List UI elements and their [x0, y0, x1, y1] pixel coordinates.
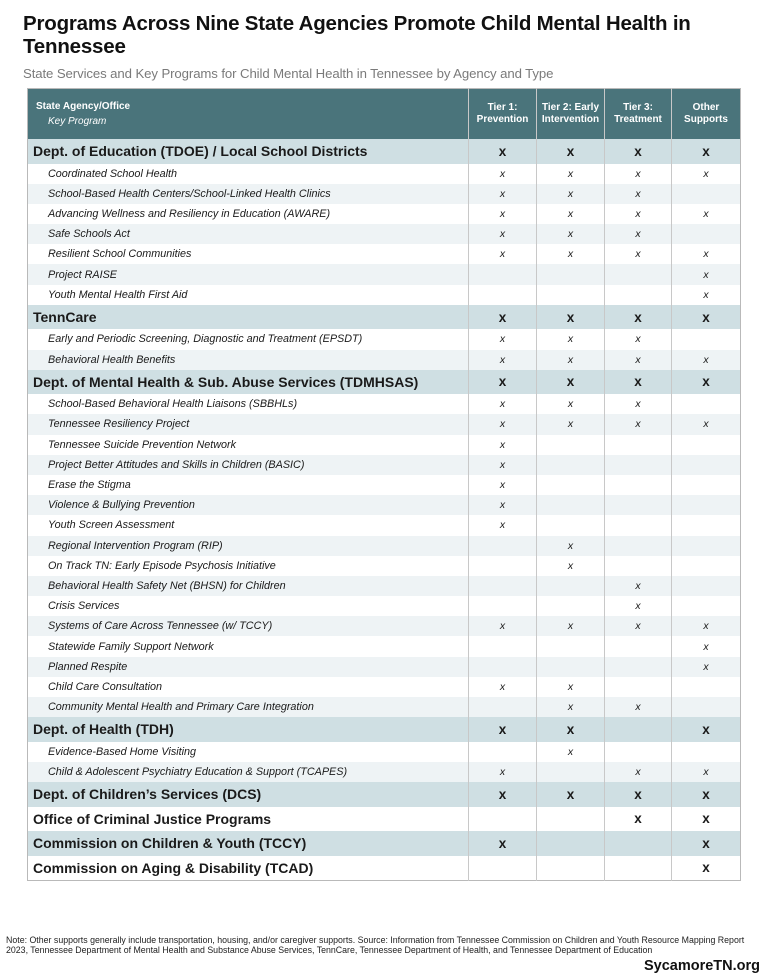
program-row — [28, 264, 741, 284]
tier2-cell: x — [537, 139, 605, 164]
tier2-cell: x — [537, 616, 605, 636]
program-name: Planned Respite — [28, 657, 469, 677]
agency-row — [28, 717, 741, 742]
program-name: Statewide Family Support Network — [48, 640, 214, 653]
other-supports-cell — [672, 455, 741, 475]
tier2-cell: x — [537, 394, 605, 414]
program-row — [28, 455, 741, 475]
tier3-cell: x — [605, 807, 672, 832]
tier3-cell: x — [605, 224, 672, 244]
other-supports-cell — [672, 475, 741, 495]
other-supports-cell — [672, 677, 741, 697]
program-name: Youth Mental Health First Aid — [48, 288, 188, 301]
tier1-cell — [469, 264, 537, 284]
tier1-cell — [469, 856, 537, 881]
program-name: On Track TN: Early Episode Psychosis Initiative — [48, 559, 276, 572]
other-supports-cell — [672, 394, 741, 414]
tier3-cell: x — [605, 139, 672, 164]
tier2-cell — [537, 495, 605, 515]
tier3-cell — [605, 455, 672, 475]
other-supports-cell: x — [672, 807, 741, 832]
tier2-cell — [537, 515, 605, 535]
program-row — [28, 184, 741, 204]
tier2-cell: x — [537, 244, 605, 264]
other-supports-cell — [672, 515, 741, 535]
tier1-cell — [469, 697, 537, 717]
tier3-cell — [605, 556, 672, 576]
agency-row — [28, 856, 741, 881]
program-row — [28, 742, 741, 762]
tier1-cell: x — [469, 495, 537, 515]
tier2-cell: x — [537, 370, 605, 395]
tier1-cell: x — [469, 164, 537, 184]
program-row — [28, 204, 741, 224]
other-supports-cell: x — [672, 717, 741, 742]
tier1-cell: x — [469, 224, 537, 244]
other-supports-cell — [672, 742, 741, 762]
program-row — [28, 224, 741, 244]
tier2-cell — [537, 831, 605, 856]
other-supports-cell — [672, 596, 741, 616]
program-name: Child & Adolescent Psychiatry Education & Support (TCAPES) — [28, 762, 469, 782]
tier1-cell — [469, 576, 537, 596]
agency-row — [28, 782, 741, 807]
tier1-cell: x — [469, 782, 537, 807]
other-supports-cell: x — [672, 204, 741, 224]
tier2-cell: x — [537, 414, 605, 434]
tier1-cell: x — [469, 394, 537, 414]
tier1-cell — [469, 536, 537, 556]
program-row — [28, 329, 741, 349]
program-name: Tennessee Suicide Prevention Network — [48, 438, 237, 451]
program-name: Crisis Services — [48, 600, 120, 613]
tier2-cell: x — [537, 204, 605, 224]
program-name: Resilient School Communities — [48, 248, 192, 261]
tier3-cell: x — [605, 596, 672, 616]
tier2-cell — [537, 856, 605, 881]
program-name: Coordinated School Health — [48, 167, 178, 180]
program-name: Advancing Wellness and Resiliency in Education (AWARE) — [48, 207, 331, 220]
other-supports-cell — [672, 224, 741, 244]
program-name: School-Based Behavioral Health Liaisons (SBBHLs) — [48, 398, 298, 411]
header-agency-program — [28, 89, 469, 140]
program-name: Early and Periodic Screening, Diagnostic and Treatment (EPSDT) — [48, 333, 363, 346]
tier2-cell — [537, 762, 605, 782]
other-supports-cell: x — [672, 350, 741, 370]
tier3-cell: x — [605, 762, 672, 782]
tier3-cell — [605, 677, 672, 697]
tier2-cell — [537, 475, 605, 495]
program-name: Community Mental Health and Primary Care Integration — [28, 697, 469, 717]
tier3-cell — [605, 285, 672, 305]
tier1-cell: x — [469, 616, 537, 636]
program-name: School-Based Health Centers/School-Linked Health Clinics — [28, 184, 469, 204]
footnote: Note: Other supports generally include transportation, housing, and/or caregiver supports. Source: Information from Tennessee Commission on Children and Youth Resource Mapping Report 2023, Tennessee Department of Mental Health and Substance Abuse Services, TennCare, Tennessee Department of Health, and Tennessee Department of Education — [6, 935, 745, 955]
program-row — [28, 414, 741, 434]
agency-name: Office of Criminal Justice Programs — [28, 807, 469, 832]
tier3-cell — [605, 742, 672, 762]
program-row — [28, 495, 741, 515]
program-row — [28, 350, 741, 370]
tier2-cell — [537, 807, 605, 832]
other-supports-cell: x — [672, 657, 741, 677]
program-row — [28, 536, 741, 556]
program-row — [28, 657, 741, 677]
other-supports-cell — [672, 576, 741, 596]
other-supports-cell: x — [672, 370, 741, 395]
program-row — [28, 515, 741, 535]
tier1-cell — [469, 285, 537, 305]
program-row — [28, 616, 741, 636]
other-supports-cell: x — [672, 264, 741, 284]
program-name: Safe Schools Act — [28, 224, 469, 244]
program-row — [28, 762, 741, 782]
tier1-cell: x — [469, 762, 537, 782]
other-supports-cell — [672, 495, 741, 515]
agency-name: Commission on Children & Youth (TCCY) — [28, 831, 469, 856]
tier1-cell: x — [469, 184, 537, 204]
program-row — [28, 636, 741, 656]
tier3-cell — [605, 435, 672, 455]
other-supports-cell: x — [672, 616, 741, 636]
other-supports-cell: x — [672, 636, 741, 656]
header-program-label: Key Program — [48, 115, 107, 127]
tier3-cell: x — [605, 782, 672, 807]
agency-name: Commission on Aging & Disability (TCAD) — [28, 856, 469, 881]
tier1-cell: x — [469, 305, 537, 330]
program-row — [28, 435, 741, 455]
tier2-cell: x — [537, 782, 605, 807]
tier1-cell: x — [469, 204, 537, 224]
other-supports-cell: x — [672, 305, 741, 330]
program-name: Behavioral Health Benefits — [28, 350, 469, 370]
other-supports-cell: x — [672, 414, 741, 434]
tier3-cell — [605, 515, 672, 535]
agency-row — [28, 831, 741, 856]
tier3-cell — [605, 636, 672, 656]
program-row — [28, 677, 741, 697]
tier2-cell — [537, 596, 605, 616]
program-row — [28, 596, 741, 616]
other-supports-cell — [672, 697, 741, 717]
tier2-cell: x — [537, 677, 605, 697]
tier1-cell: x — [469, 139, 537, 164]
tier2-cell: x — [537, 350, 605, 370]
other-supports-cell — [672, 435, 741, 455]
agency-row — [28, 807, 741, 832]
other-supports-cell — [672, 536, 741, 556]
header-other-supports: Other Supports — [672, 89, 741, 140]
tier3-cell: x — [605, 350, 672, 370]
tier3-cell — [605, 495, 672, 515]
tier2-cell: x — [537, 717, 605, 742]
program-row — [28, 244, 741, 264]
tier3-cell: x — [605, 414, 672, 434]
program-name: Tennessee Resiliency Project — [28, 414, 469, 434]
program-row — [28, 475, 741, 495]
tier1-cell: x — [469, 370, 537, 395]
agency-name: Dept. of Mental Health & Sub. Abuse Services (TDMHSAS) — [28, 370, 469, 395]
tier1-cell — [469, 556, 537, 576]
program-name: Project Better Attitudes and Skills in Children (BASIC) — [28, 455, 469, 475]
tier2-cell — [537, 576, 605, 596]
other-supports-cell: x — [672, 285, 741, 305]
tier1-cell: x — [469, 515, 537, 535]
tier2-cell: x — [537, 164, 605, 184]
program-name: Project RAISE — [28, 264, 469, 284]
agency-row — [28, 305, 741, 330]
other-supports-cell: x — [672, 782, 741, 807]
other-supports-cell — [672, 556, 741, 576]
program-name: Child Care Consultation — [48, 680, 163, 693]
programs-table — [27, 88, 741, 881]
header-tier1: Tier 1: Prevention — [469, 89, 537, 140]
tier3-cell: x — [605, 394, 672, 414]
agency-name: Dept. of Education (TDOE) / Local School Districts — [28, 139, 469, 164]
agency-row — [28, 370, 741, 395]
page-title: Programs Across Nine State Agencies Promote Child Mental Health in Tennessee — [23, 12, 691, 58]
tier1-cell: x — [469, 677, 537, 697]
program-name: Youth Screen Assessment — [48, 519, 175, 532]
tier1-cell — [469, 657, 537, 677]
tier1-cell: x — [469, 350, 537, 370]
tier3-cell: x — [605, 576, 672, 596]
tier1-cell: x — [469, 831, 537, 856]
header-agency-label: State Agency/Office — [36, 100, 131, 112]
table-header-row — [28, 89, 741, 140]
tier3-cell — [605, 831, 672, 856]
tier1-cell: x — [469, 717, 537, 742]
other-supports-cell: x — [672, 139, 741, 164]
tier3-cell — [605, 264, 672, 284]
tier3-cell — [605, 856, 672, 881]
agency-row — [28, 139, 741, 164]
program-row — [28, 697, 741, 717]
tier2-cell: x — [537, 697, 605, 717]
program-row — [28, 285, 741, 305]
tier3-cell: x — [605, 305, 672, 330]
tier2-cell: x — [537, 556, 605, 576]
tier1-cell — [469, 742, 537, 762]
tier3-cell: x — [605, 329, 672, 349]
tier2-cell — [537, 285, 605, 305]
tier3-cell — [605, 657, 672, 677]
tier1-cell — [469, 807, 537, 832]
tier1-cell — [469, 636, 537, 656]
tier2-cell: x — [537, 536, 605, 556]
brand-logo-text: SycamoreTN.org — [643, 958, 760, 974]
program-row — [28, 576, 741, 596]
tier3-cell: x — [605, 244, 672, 264]
program-name: Erase the Stigma — [48, 479, 131, 492]
agency-name: Dept. of Health (TDH) — [28, 717, 469, 742]
program-name: Systems of Care Across Tennessee (w/ TCCY) — [28, 616, 469, 636]
tier3-cell: x — [605, 616, 672, 636]
other-supports-cell: x — [672, 244, 741, 264]
other-supports-cell: x — [672, 831, 741, 856]
tier2-cell: x — [537, 329, 605, 349]
tier3-cell: x — [605, 370, 672, 395]
tier1-cell: x — [469, 414, 537, 434]
tier1-cell: x — [469, 329, 537, 349]
program-name: Behavioral Health Safety Net (BHSN) for Children — [28, 576, 469, 596]
tier1-cell: x — [469, 475, 537, 495]
tier2-cell — [537, 435, 605, 455]
tier2-cell: x — [537, 224, 605, 244]
program-row — [28, 164, 741, 184]
program-name: Regional Intervention Program (RIP) — [28, 536, 469, 556]
tier3-cell: x — [605, 204, 672, 224]
tier2-cell: x — [537, 184, 605, 204]
tier2-cell — [537, 636, 605, 656]
tier2-cell — [537, 264, 605, 284]
tier3-cell: x — [605, 164, 672, 184]
tier1-cell: x — [469, 435, 537, 455]
agency-name: Dept. of Children’s Services (DCS) — [28, 782, 469, 807]
header-tier3: Tier 3: Treatment — [605, 89, 672, 140]
other-supports-cell — [672, 184, 741, 204]
table-body — [28, 139, 741, 881]
tier2-cell — [537, 455, 605, 475]
tier2-cell: x — [537, 742, 605, 762]
other-supports-cell: x — [672, 856, 741, 881]
tier2-cell — [537, 657, 605, 677]
tier1-cell — [469, 596, 537, 616]
page-subtitle: State Services and Key Programs for Child Mental Health in Tennessee by Agency and Type — [23, 66, 554, 81]
header-tier2: Tier 2: Early Intervention — [537, 89, 605, 140]
other-supports-cell — [672, 329, 741, 349]
tier3-cell: x — [605, 184, 672, 204]
program-name: Violence & Bullying Prevention — [28, 495, 469, 515]
program-row — [28, 556, 741, 576]
tier3-cell — [605, 536, 672, 556]
other-supports-cell: x — [672, 164, 741, 184]
agency-name: TennCare — [28, 305, 469, 330]
tier3-cell — [605, 717, 672, 742]
program-name: Evidence-Based Home Visiting — [48, 745, 197, 758]
tier3-cell: x — [605, 697, 672, 717]
tier3-cell — [605, 475, 672, 495]
program-row — [28, 394, 741, 414]
tier1-cell: x — [469, 455, 537, 475]
other-supports-cell: x — [672, 762, 741, 782]
tier1-cell: x — [469, 244, 537, 264]
tier2-cell: x — [537, 305, 605, 330]
